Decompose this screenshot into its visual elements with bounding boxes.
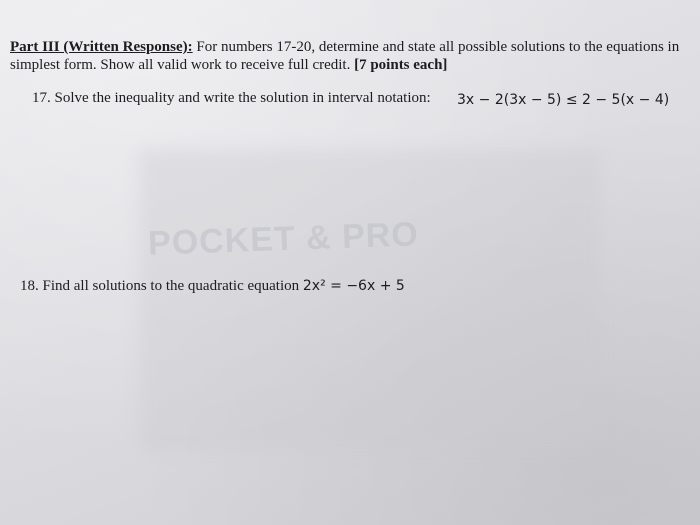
section-instructions [10,38,698,74]
question-18-equation: 2x² = −6x + 5 [302,278,405,294]
bleedthrough-watermark: POCKET & PRO [147,215,420,263]
instructions-line-2: simplest form. Show all valid work to receive full credit. [10,57,355,73]
question-17-text: Solve the inequality and write the solution in interval notation: [54,90,431,106]
points-note: [7 points each] [354,57,448,73]
question-18-text: Find all solutions to the quadratic equation [42,278,300,294]
paper-bleedthrough [140,150,600,450]
question-18-number: 18. [20,278,39,294]
question-17 [32,90,431,107]
question-18 [20,278,405,295]
section-label: Part III (Written Response): [10,39,193,55]
instructions-line-1: For numbers 17-20, determine and state all possible solutions to the equations in [192,39,680,55]
question-17-number: 17. [32,90,51,106]
question-17-inequality: 3x − 2(3x − 5) ≤ 2 − 5(x − 4) [457,92,670,108]
